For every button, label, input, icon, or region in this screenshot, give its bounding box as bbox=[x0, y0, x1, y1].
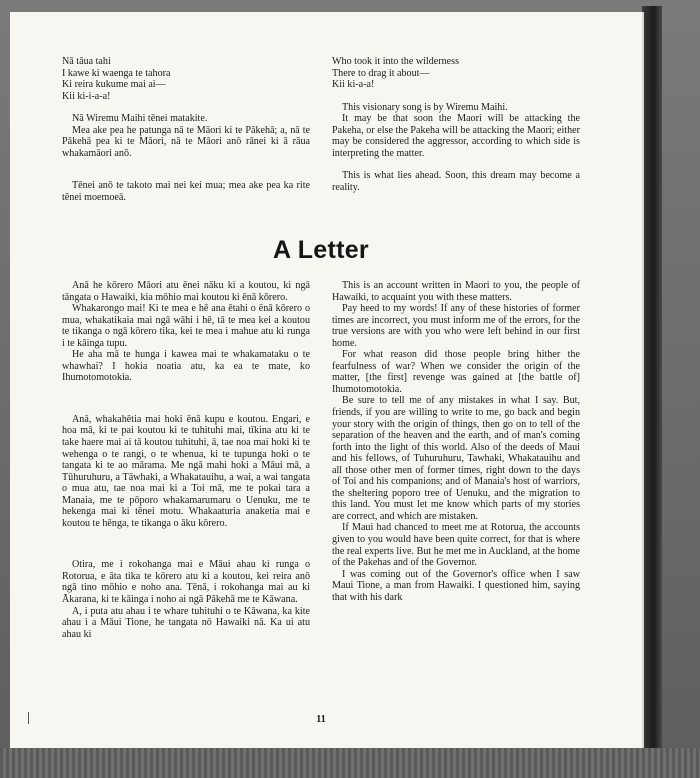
paragraph: Otira, me i rokohanga mai e Māui ahau ki runga o Rotorua, e āta tika te kōrero atu ki a koutou, kei reira anō ngā tino mōhio e noho ana. Tēnā, i rokohanga mai au ki Ākarana, ki te kāinga i noho ai ngā Pākehā me te Kāwana. bbox=[62, 559, 310, 606]
paragraph: For what reason did those people bring hither the fearfulness of war? When we consider the origin of the matter, [the first] revenge was gained at [the battle of] Ihumotomotokia. bbox=[332, 349, 580, 395]
scan-bottom-edge bbox=[0, 748, 700, 778]
paragraph: This visionary song is by Wiremu Maihi. bbox=[342, 101, 508, 113]
paragraph: If Maui had chanced to meet me at Rotorua, the accounts given to you would have been quite correct, for that is where the real experts live. But he met me in Auckland, at the home of the Pakehas and of the Governor. bbox=[332, 522, 580, 569]
paragraph: Anā he kōrero Māori atu ēnei nāku ki a koutou, ki ngā tāngata o Hawaiki, kia mōhio mai koutou ki ēnā kōrero. bbox=[62, 280, 310, 303]
paragraph: Nā Wiremu Maihi tēnei matakite. bbox=[72, 113, 208, 125]
paragraph: Anā, whakahētia mai hoki ēnā kupu e koutou. Engari, e hoa mā, ki te pai koutou ki te tuhituhi mai, tīkina atu ki te take haere mai ai tā koutou tuhituhi, ā, tae noa mai hoki ki te wehenga o te rangi, o te whenua, ki te tupunga hoki o te tangata ki te ao mārama. Me ngā mahi hoki a Māui mā, a Tūhuruhuru, a Tāwhaki, a Whakatauihu, a wai, a wai tangata o mua atu, tae noa mai ki a Toi mā, me te pokai tara a Manaia, me te pōporo whakamarumaru o Uenuku, me te hekenga mai ki tēnei motu. Whakaaturia anaketia mai e koutou te hēnga, te tikanga o āku kōrero. bbox=[62, 413, 310, 529]
paragraph: It may be that soon the Maori will be attacking the Pakeha, or else the Pakeha will be attacking the Maori; either may be considered the aggressor, according to which side is interpreting the matter. bbox=[332, 113, 580, 159]
paragraph: He aha mā te hunga i kawea mai te whakamataku o te whawhai? I hokia noatia atu, ka ea te mate, ko Ihumotomotokia. bbox=[62, 349, 310, 384]
paragraph: Whakarongo mai! Ki te mea e hē ana ētahi o ēnā kōrero o mua, whakatikaia mai ngā wāhi i hē, tā te mea kei a koutou te tikanga o ngā kōrero tika, kei te mea i mahue atu ki runga i te kāinga tupu. bbox=[62, 303, 310, 349]
article-title: A Letter bbox=[273, 236, 369, 264]
article-left-column bbox=[62, 280, 310, 640]
poem-line: There to drag it about— bbox=[332, 67, 430, 79]
poem-line: Who took it into the wilderness bbox=[332, 56, 459, 67]
paragraph: A, i puta atu ahau i te whare tuhituhi o te Kāwana, ka kite ahau i a Māui Tione, he tangata nō Hawaiki nā. Ka ui atu ahau ki bbox=[62, 605, 310, 640]
poem-line: I kawe ki waenga te tahora bbox=[62, 67, 171, 79]
article-right-column bbox=[332, 280, 580, 603]
paragraph: Be sure to tell me of any mistakes in what I say. But, friends, if you are willing to write to me, go back and begin your story with the origin of things, then go on to tell of the separation of the heaven and the earth, and of man's coming forth into the light of this world. Also of the deeds of Maui and his fellows, of Tuhuruhuru, Tawhaki, Whakatauihu and all those other men of former times, right down to the days of Toi and his companions; and of Manaia's host of warriors, the sheltering poporo tree of Uenuku, and the migration to this land. You must let me know which parts of my stories are correct, and which are mistaken. bbox=[332, 395, 580, 522]
page-number: 11 bbox=[316, 714, 326, 725]
poem-line: Ki reira kukume mai ai— bbox=[62, 79, 166, 91]
paragraph: Pay heed to my words! If any of these histories of former times are incorrect, you must inform me of the errors, for the true versions are with you who were left behind in our first home. bbox=[332, 303, 580, 349]
paragraph: This is what lies ahead. Soon, this dream may become a reality. bbox=[332, 170, 580, 193]
book-spine bbox=[642, 6, 662, 766]
poem-line: Kii ki-i-a-a! bbox=[62, 90, 111, 102]
poem-line: Nā tāua tahi bbox=[62, 56, 111, 67]
paragraph: I was coming out of the Governor's office when I saw Maui Tione, a man from Hawaiki. I questioned him, saying that with his dark bbox=[332, 568, 580, 603]
paragraph: This is an account written in Maori to you, the people of Hawaiki, to acquaint you with these matters. bbox=[332, 280, 580, 303]
paragraph: Mea ake pea he patunga nā te Māori ki te Pākehā; a, nā te Pākehā pea ki te Māori, nā te Māori anō rānei ki ā rāua whakamāori anō. bbox=[62, 124, 310, 159]
top-left-column bbox=[62, 56, 310, 203]
top-right-column bbox=[332, 56, 580, 193]
paragraph: Tēnei anō te takoto mai nei kei mua; mea ake pea ka rite tēnei moemoeā. bbox=[62, 180, 310, 203]
poem-line: Kii ki-a-a! bbox=[332, 79, 375, 91]
